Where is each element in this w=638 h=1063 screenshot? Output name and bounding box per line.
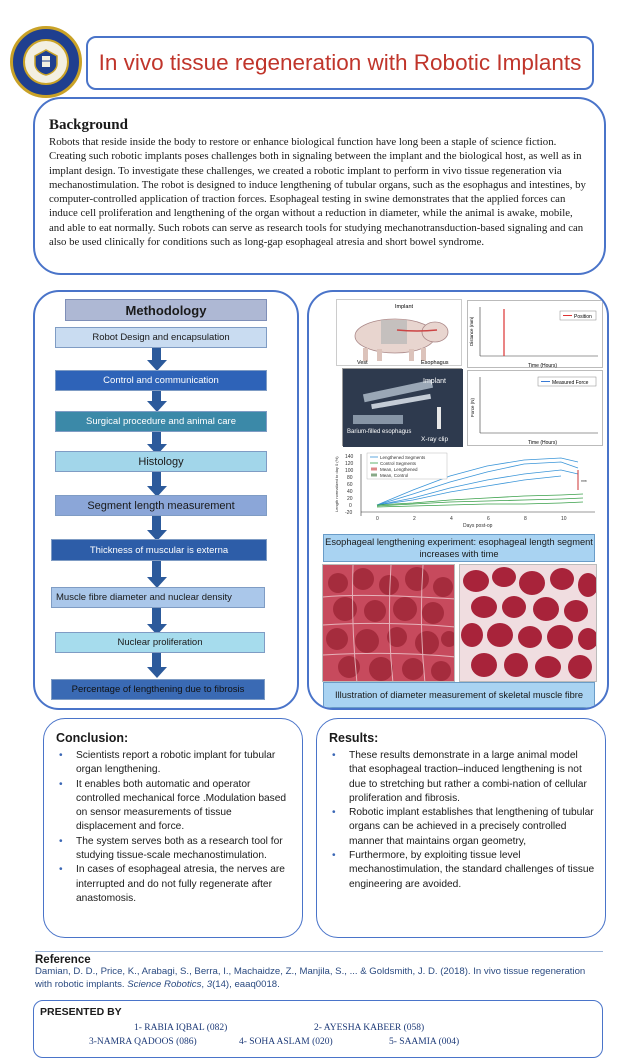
force-chart xyxy=(467,370,603,446)
member-4: 4- SOHA ASLAM (020) xyxy=(239,1037,333,1047)
length-ytick: 40 xyxy=(347,489,353,495)
conclusion-heading: Conclusion: xyxy=(56,731,129,745)
length-legend-item: Control Segments xyxy=(380,461,417,466)
conclusion-item: • In cases of esophageal atresia, the nerves are interrupted and do not fully regenerate after anastomosis. xyxy=(56,863,292,906)
pig-label-esophagus: Esophagus xyxy=(421,360,449,366)
length-ytick: 60 xyxy=(347,482,353,488)
force-ylabel: Force (N) xyxy=(470,398,475,417)
method-step-3: Surgical procedure and animal care xyxy=(55,411,267,432)
conclusion-item: • The system serves both as a research tool for studying tissue-scale mechanostimulation. xyxy=(56,835,292,864)
logo-crest-icon xyxy=(23,39,69,85)
reference-section xyxy=(35,951,603,995)
length-ylabel: Length normalized to day 0 (%) xyxy=(334,456,339,512)
conclusion-item: • It enables both automatic and operator controlled mechanical force .Modulation based on sensor measurements of tissue displacement and force. xyxy=(56,778,292,835)
reference-volume: 3 xyxy=(206,978,213,990)
length-ytick: 20 xyxy=(347,496,353,502)
pig-label-vest: Vest xyxy=(357,360,368,366)
length-ytick: 120 xyxy=(345,461,354,467)
xray-label-barium: Barium-filled esophagus xyxy=(347,429,412,435)
conclusion-list xyxy=(56,749,292,906)
length-chart xyxy=(333,450,601,528)
pig-label-implant: Implant xyxy=(395,304,414,310)
reference-issue: (14), eaaq0018. xyxy=(212,978,280,990)
reference-heading: Reference xyxy=(35,954,91,966)
results-list xyxy=(329,749,595,892)
length-legend-item: Mean, Control xyxy=(380,473,409,478)
length-ytick: 0 xyxy=(349,503,352,509)
length-ytick: 140 xyxy=(345,454,354,460)
reference-text: Damian, D. D., Price, K., Arabagi, S., Berra, I., Machaidze, Z., Manjila, S., ... & Goldsmith, J. D. (2018). In vivo tissue regeneration with robotic implants. Science Robotics, 3(14), eaaq0018. xyxy=(35,966,586,990)
member-5: 5- SAAMIA (004) xyxy=(389,1037,460,1047)
length-xtick: 4 xyxy=(450,516,453,522)
length-xlabel: Days post-op xyxy=(463,523,493,528)
position-legend: Position xyxy=(574,314,592,320)
histology-image-right xyxy=(459,564,597,682)
histology-image-left xyxy=(322,564,455,682)
length-legend-item: Lengthened Segments xyxy=(380,455,426,460)
member-3: 3-NAMRA QADOOS (086) xyxy=(89,1037,197,1047)
method-step-4: Histology xyxy=(55,451,267,472)
member-2: 2- AYESHA KABEER (058) xyxy=(314,1023,425,1033)
flow-arrow-head-icon xyxy=(147,667,167,678)
xray-label-implant: Implant xyxy=(423,378,446,385)
background-section xyxy=(33,97,606,275)
length-xtick: 2 xyxy=(413,516,416,522)
methodology-section xyxy=(33,290,299,710)
reference-journal: Science Robotics xyxy=(127,978,202,990)
force-legend: Measured Force xyxy=(552,380,589,386)
length-xtick: 6 xyxy=(487,516,490,522)
conclusion-section xyxy=(43,718,303,938)
results-item: • Furthermore, by exploiting tissue level mechanostimulation, the standard challenges of tissue engineering are avoided. xyxy=(329,849,595,892)
university-logo xyxy=(10,26,82,98)
length-xtick: 0 xyxy=(376,516,379,522)
figure-caption-diameter: Illustration of diameter measurement of skeletal muscle fibre xyxy=(323,682,595,708)
pig-illustration xyxy=(336,299,462,366)
method-step-6: Thickness of muscular is externa xyxy=(51,539,267,561)
methodology-heading: Methodology xyxy=(65,299,267,321)
results-heading: Results: xyxy=(329,731,379,745)
length-ytick: -20 xyxy=(345,510,353,516)
method-step-9: Percentage of lengthening due to fibrosis xyxy=(51,679,265,700)
xray-image xyxy=(342,368,462,446)
reference-authors: Damian, D. D., Price, K., Arabagi, S., Berra, I., Machaidze, Z., Manjila, S., ... & Goldsmith, J. D. (2018). In vivo tissue regeneration with robotic implants. xyxy=(35,966,586,990)
presented-by-heading: PRESENTED BY xyxy=(40,1006,122,1018)
force-xlabel: Time (Hours) xyxy=(528,440,557,446)
presented-by-section xyxy=(33,1000,603,1058)
background-heading: Background xyxy=(49,117,128,133)
conclusion-item: • Scientists report a robotic implant for tubular organ lengthening. xyxy=(56,749,292,778)
results-item: • Robotic implant establishes that lengthening of tubular organs can be achieved in a precisely controlled manner that maintains organ geometry, xyxy=(329,806,595,849)
length-ytick: 100 xyxy=(345,468,354,474)
figure-caption-lengthening: Esophageal lengthening experiment: esophageal length segment increases with time xyxy=(323,534,595,562)
position-chart xyxy=(467,300,603,368)
length-ytick: 80 xyxy=(347,475,353,481)
results-section xyxy=(316,718,606,938)
method-step-8: Nuclear proliferation xyxy=(55,632,265,653)
method-step-2: Control and communication xyxy=(55,370,267,391)
length-xtick: 8 xyxy=(524,516,527,522)
position-ylabel: Distance (mm) xyxy=(469,316,474,346)
member-1: 1- RABIA IQBAL (082) xyxy=(134,1023,228,1033)
title-banner xyxy=(86,36,594,90)
background-text: Robots that reside inside the body to restore or enhance biological function have long been a staple of science fiction. Creating such robotic implants poses challenges both in signaling between the implant and the biological host, as well as in implant design. To investigate these challenges, we created a robotic implant to perform in vivo tissue regeneration via mechanostimulation. The robot is designed to induce lengthening of tubular organs, such as the esophagus and intestines, by computer-controlled application of traction forces. Esophageal testing in swine demonstrates that the applied forces can induce cell proliferation and lengthening of the organ without a reduction in diameter, while the animal is awake, mobile, and able to eat normally. Such robots can serve as research tools for studying mechanotransduction-based signaling and can also be used clinically for conditions such as long-gap esophageal atresia and short bowel syndrome. xyxy=(49,136,586,249)
method-step-5: Segment length measurement xyxy=(55,495,267,516)
method-step-1: Robot Design and encapsulation xyxy=(55,327,267,348)
method-step-7: Muscle fibre diameter and nuclear density xyxy=(51,587,265,608)
position-xlabel: Time (Hours) xyxy=(528,363,557,369)
figures-section xyxy=(307,290,609,710)
poster-title: In vivo tissue regeneration with Robotic Implants xyxy=(98,50,582,75)
results-item: • These results demonstrate in a large animal model that esophageal traction–induced lengthening is not due to stretching but rather a combi-nation of cellular proliferation and fibrosis. xyxy=(329,749,595,806)
length-legend-item: Mean, Lengthened xyxy=(380,467,418,472)
xray-label-clip: X-ray clip xyxy=(421,436,449,443)
length-stars: *** xyxy=(581,480,587,486)
length-xtick: 10 xyxy=(561,516,567,522)
